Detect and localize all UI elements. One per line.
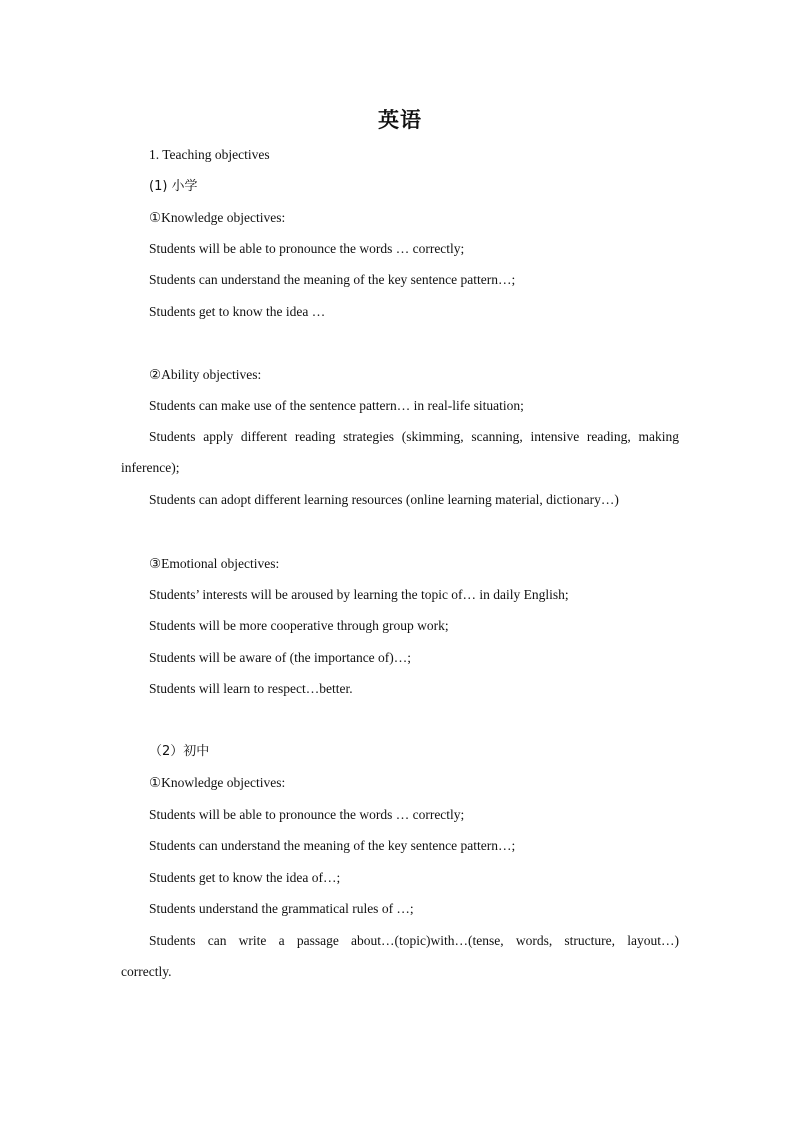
section-heading-teaching-objectives: 1. Teaching objectives — [149, 147, 270, 162]
knowledge-objectives-heading: ①Knowledge objectives: — [149, 210, 286, 225]
emotional-item: Students will be aware of (the importance of)…; — [149, 650, 412, 665]
knowledge-item: Students get to know the idea … — [149, 304, 326, 319]
ability-item: Students can adopt different learning resources (online learning material, dictionary…) — [149, 492, 619, 507]
knowledge-item: Students get to know the idea of…; — [149, 870, 341, 885]
knowledge-objectives-heading: ①Knowledge objectives: — [149, 775, 286, 790]
page-title: 英语 — [378, 107, 422, 132]
knowledge-item-line1: Students can write a passage about…(topic)with…(tense, words, structure, layout…) — [149, 933, 679, 948]
emotional-item: Students will learn to respect…better. — [149, 681, 353, 696]
subsection-heading-junior: （2）初中 — [149, 744, 210, 759]
ability-item: Students can make use of the sentence pattern… in real-life situation; — [149, 398, 524, 413]
ability-objectives-heading: ②Ability objectives: — [149, 367, 262, 382]
emotional-item: Students will be more cooperative through group work; — [149, 618, 449, 633]
ability-item-wrapped — [121, 428, 679, 477]
subsection-heading-primary: (1) 小学 — [149, 179, 198, 194]
knowledge-item: Students will be able to pronounce the words … correctly; — [149, 807, 465, 822]
knowledge-item-line2: correctly. — [121, 964, 172, 979]
knowledge-item-wrapped — [121, 932, 679, 981]
knowledge-item: Students can understand the meaning of the key sentence pattern…; — [149, 272, 516, 287]
knowledge-item: Students understand the grammatical rules of …; — [149, 901, 414, 916]
knowledge-item: Students will be able to pronounce the words … correctly; — [149, 241, 465, 256]
ability-item-line1: Students apply different reading strategies (skimming, scanning, intensive reading, making — [149, 429, 679, 444]
knowledge-item: Students can understand the meaning of the key sentence pattern…; — [149, 838, 516, 853]
ability-item-line2: inference); — [121, 460, 180, 475]
emotional-objectives-heading: ③Emotional objectives: — [149, 556, 280, 571]
emotional-item: Students’ interests will be aroused by learning the topic of… in daily English; — [149, 587, 569, 602]
